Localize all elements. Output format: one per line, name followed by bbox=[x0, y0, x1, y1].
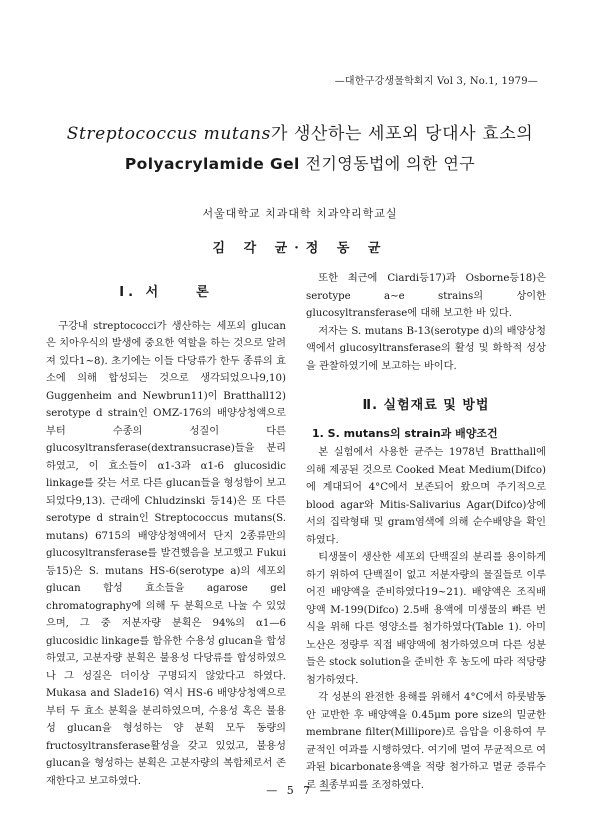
title-line-1 bbox=[0, 122, 600, 147]
journal-header: —대한구강생물학회지 Vol 3, No.1, 1979— bbox=[334, 76, 538, 87]
subsection-heading-strain: 1. S. mutans의 strain과 배양조건 bbox=[312, 426, 498, 440]
title-line-2-en: Polyacrylamide Gel bbox=[124, 155, 300, 173]
methods-paragraph: 본 실험에서 사용한 균주는 1978년 Bratthall에 의해 제공된 것으로 Cooked Meat Medium(Difco)에 계대되어 4°C에서 보존되어 왔으며 주기적으로 blood agar와 Mitis-Salivarius Agar(Difco)상에서의 집락형태 및 gram염색에 의해 순수배양을 확인하였다. bbox=[306, 447, 546, 546]
right-column bbox=[306, 270, 546, 794]
intro-paragraph-purpose: 저자는 S. mutans B-13(serotype d)의 배양상청액에서 glucosyltransferase의 활성 및 화학적 성상을 관찰하였기에 보고하는 바이다. bbox=[306, 325, 546, 372]
title-line-2 bbox=[0, 151, 600, 177]
article-title bbox=[0, 122, 600, 177]
section-heading-introduction: Ⅰ. 서 론 bbox=[119, 285, 213, 300]
affiliation: 서울대학교 치과대학 치과약리학교실 bbox=[202, 207, 398, 220]
intro-paragraph-continued: 또한 최근에 Ciardi등17)과 Osborne등18)은 serotype a∼e strains의 상이한 glucosyltransferase에 대해 보고한 바 있다. bbox=[306, 273, 546, 319]
title-line-2-ko: 전기영동법에 의한 연구 bbox=[305, 154, 476, 173]
authors: 김 각 균·정 동 균 bbox=[212, 241, 388, 256]
page-number: — 5 7 — bbox=[266, 784, 334, 797]
intro-paragraph: 구강내 streptococci가 생산하는 세포외 glucan은 치아우식의 발생에 중요한 역할을 하는 것으로 알려져 있다1~8). 초기에는 이들 다당류가 한두 종류의 효소에 의해 합성되는 것으로 생각되었으나9,10) Guggenheim and Newbrun11)이 Bratthall12) serotype d strain인 OMZ-176의 배양상청액으로부터 수종의 성질이 다른 glucosyltransferase(dextransucrase)들을 분리하였고, 이 효소들이 α1-3과 α1-6 glucosidic linkage를 갖는 서로 다른 glucan들을 형성함이 보고되었다9,13). 근래에 Chludzinski 등14)은 또 다른 serotype d strain인 Streptococcus mutans(S. mutans) 6715의 배양상청액에서 단지 2종류만의 glucosyltransferase를 발견했음을 보고했고 Fukui 등15)은 S. mutans HS-6(serotype a)의 세포외 glucan 합성 효소들을 agarose gel chromatography에 의해 두 분획으로 나눌 수 있었으며, 그 중 저분자량 분획은 94%의 α1—6 glucosidic linkage를 함유한 수용성 glucan을 합성하였고, 고분자량 분획은 불용성 다당류를 합성하였으나 그 성질은 더이상 구명되지 않았다고 하였다. Mukasa and Slade16) 역시 HS-6 배양상청액으로부터 두 효소 분획을 분리하였으며, 수용성 혹은 불용성 glucan을 형성하는 양 분획 모두 동량의 fructosyltransferase활성을 갖고 있었고, 불용성 glucan을 형성하는 분획은 고분자량의 복합체로서 존재한다고 보고하였다. bbox=[46, 320, 286, 787]
left-column bbox=[46, 270, 286, 790]
section-heading-methods: Ⅱ. 실험재료 및 방법 bbox=[362, 398, 490, 413]
title-species-name: Streptococcus mutans bbox=[66, 124, 271, 144]
title-line-1-rest: 가 생산하는 세포외 당대사 효소의 bbox=[270, 124, 534, 144]
methods-paragraph: 티생물이 생산한 세포외 단백질의 분리를 용이하게 하기 위하여 단백질이 없고 저분자량의 물질들로 이루어진 배양액을 준비하였다19~21). 배양액은 조직배양액 M-199(Difco) 2.5배 용액에 미생물의 빠른 번식을 위해 다른 영양소를 첨가하였다(Table 1). 아미노산은 정량루 직접 배양액에 첨가하였으며 다른 성분들은 stock solution을 준비한 후 농도에 따라 적당량 첨가하였다. bbox=[306, 552, 546, 686]
methods-paragraph: 각 성분의 완전한 용해를 위해서 4°C에서 하룻밤동안 교반한 후 배양액을 0.45μm pore size의 밀균한 membrane filter(Millipore)로 음압을 이용하여 무균적인 여과를 시행하였다. 여기에 멸여 무균적으로 여과된 bicarbonate용액을 적량 첨가하고 멸균 증류수로 최종부피를 조정하였다. bbox=[306, 692, 546, 791]
